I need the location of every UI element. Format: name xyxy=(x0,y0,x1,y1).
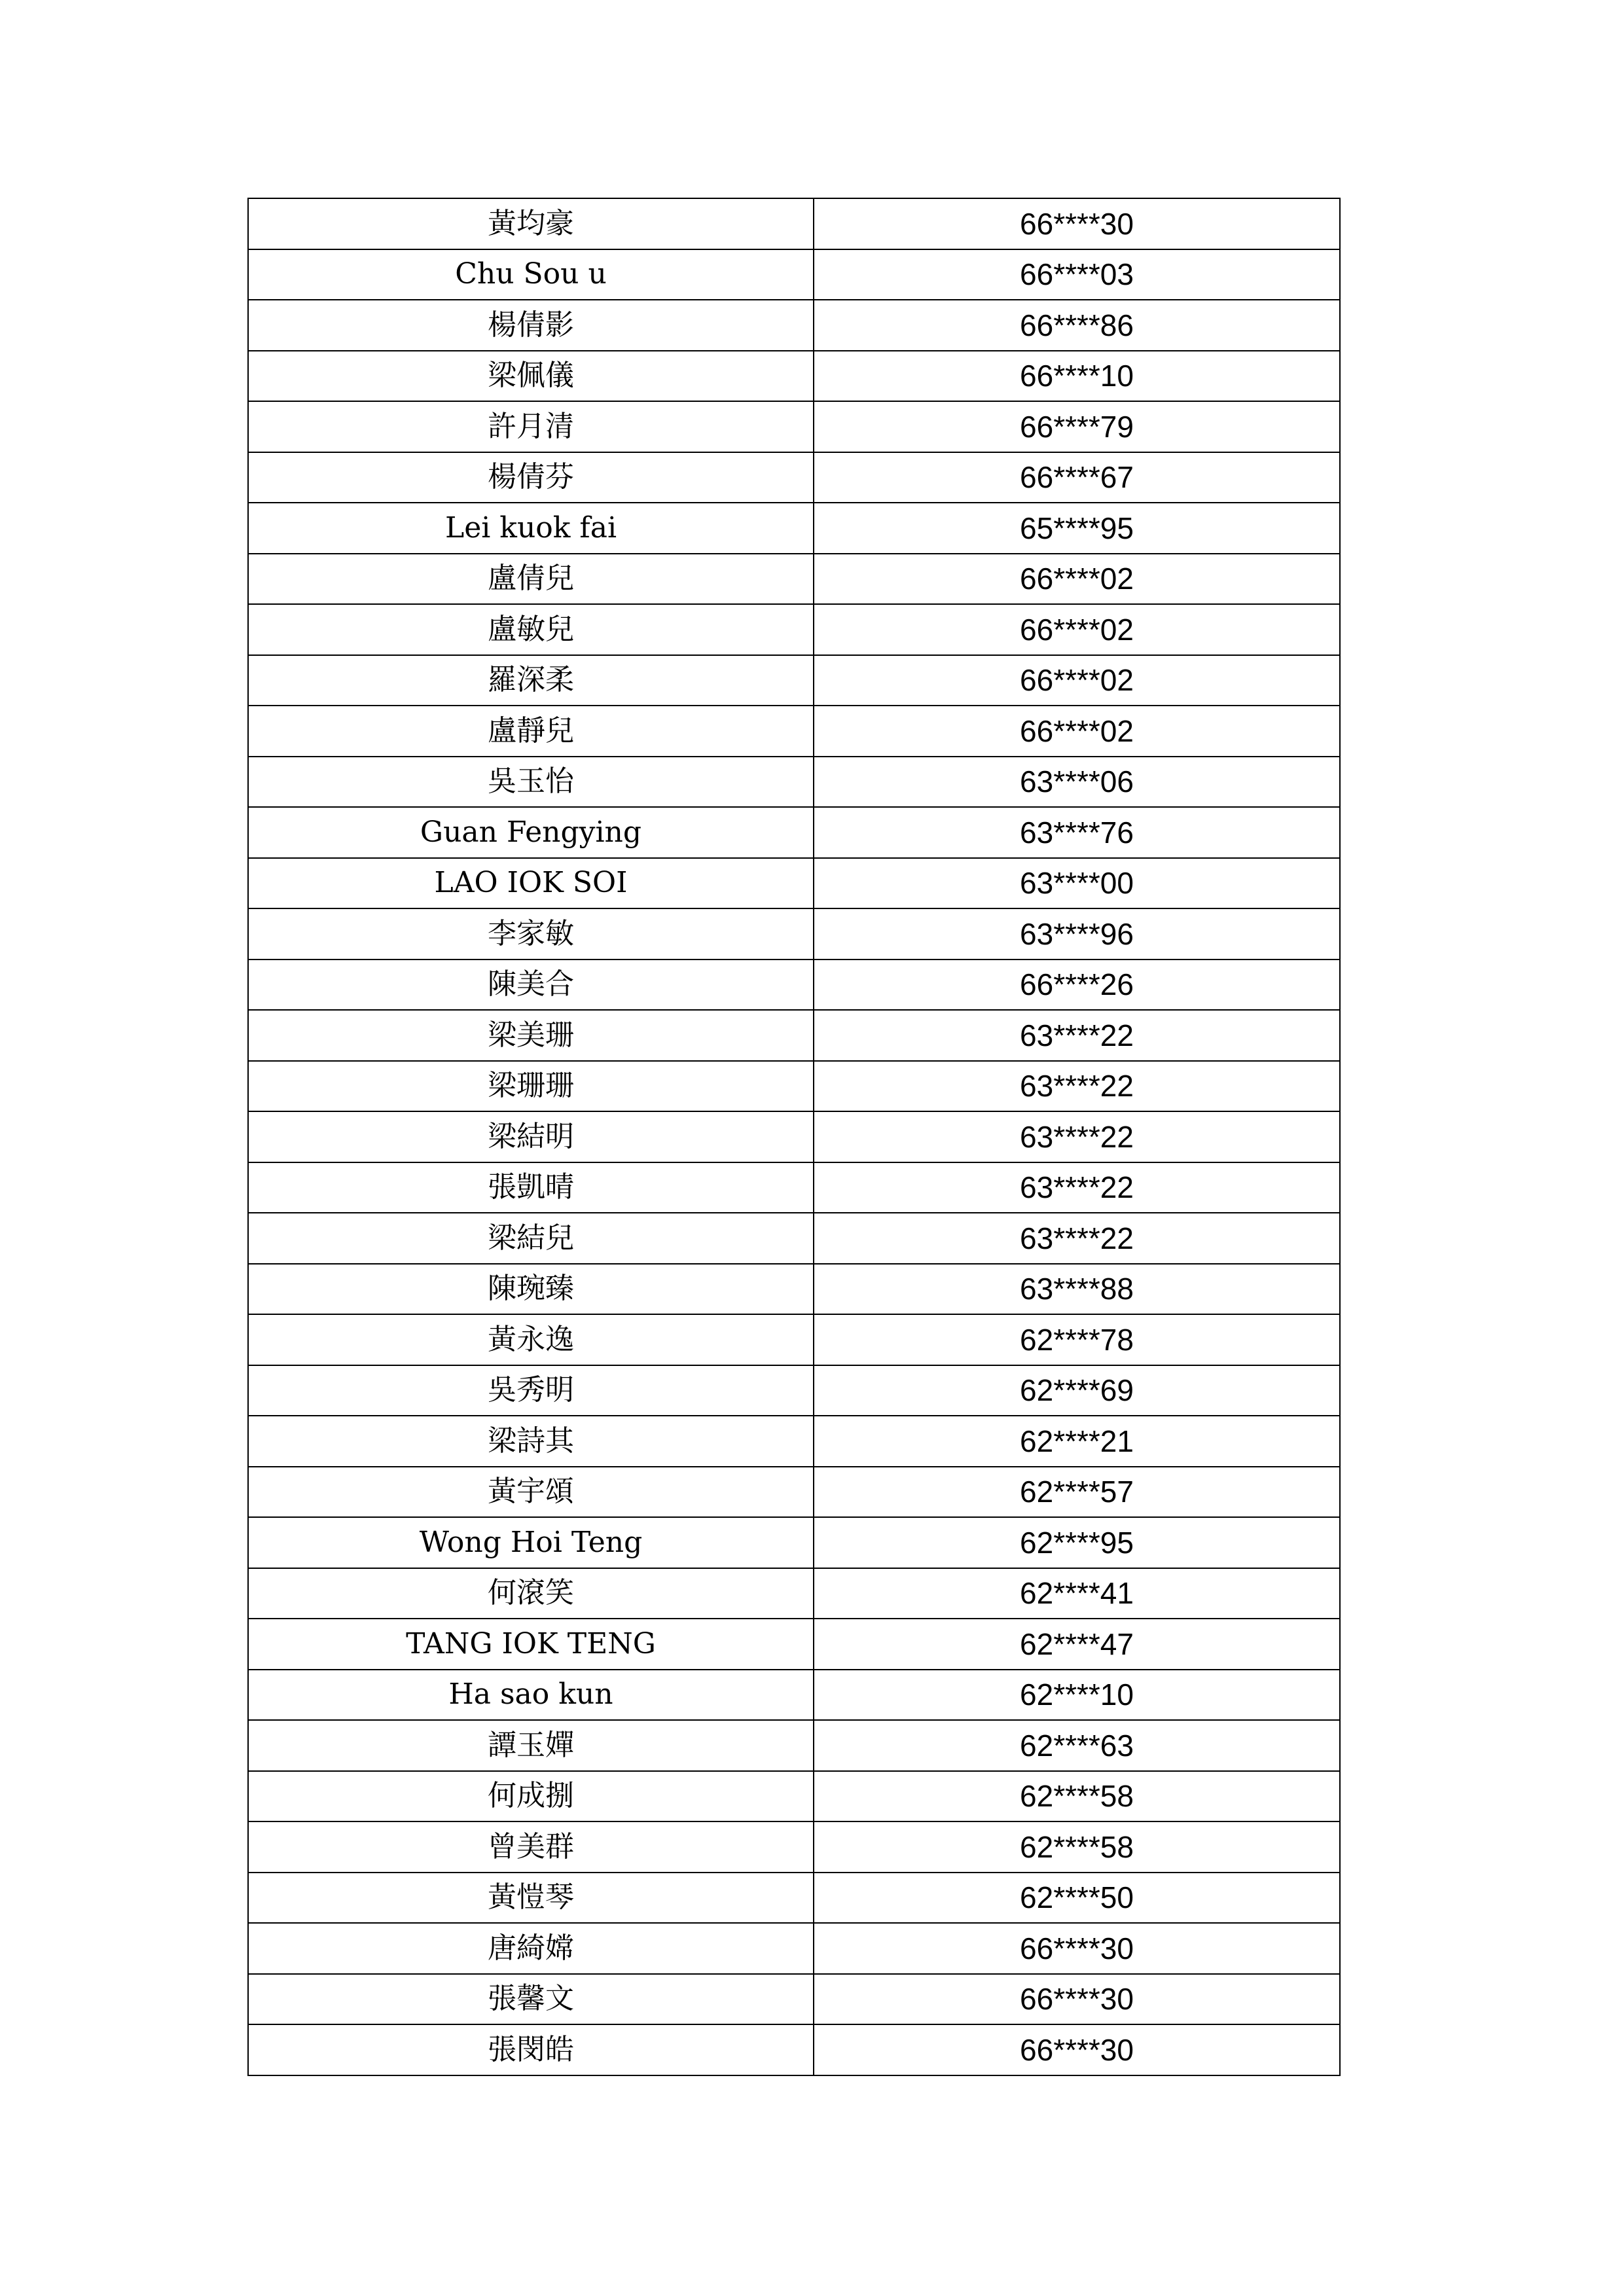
name-cell: TANG IOK TENG xyxy=(248,1619,814,1670)
table-row xyxy=(248,1365,1340,1416)
name-cell: 盧倩兒 xyxy=(248,554,814,605)
table-row xyxy=(248,1314,1340,1365)
table-row xyxy=(248,300,1340,351)
name-cell: 梁詩其 xyxy=(248,1416,814,1467)
phone-cell: 62****58 xyxy=(814,1771,1340,1822)
name-cell: 譚玉嬋 xyxy=(248,1720,814,1771)
table-row xyxy=(248,1771,1340,1822)
table-row xyxy=(248,1213,1340,1264)
name-cell: 李家敏 xyxy=(248,908,814,960)
table-row xyxy=(248,452,1340,503)
phone-cell: 63****96 xyxy=(814,908,1340,960)
table-row xyxy=(248,1264,1340,1315)
phone-cell: 66****79 xyxy=(814,401,1340,452)
phone-cell: 62****78 xyxy=(814,1314,1340,1365)
name-cell: 曾美群 xyxy=(248,1821,814,1873)
phone-cell: 66****02 xyxy=(814,554,1340,605)
phone-cell: 62****57 xyxy=(814,1467,1340,1518)
name-cell: 張凱晴 xyxy=(248,1162,814,1213)
phone-cell: 63****76 xyxy=(814,807,1340,858)
table-row xyxy=(248,1873,1340,1924)
table-row xyxy=(248,1619,1340,1670)
phone-cell: 62****21 xyxy=(814,1416,1340,1467)
phone-cell: 62****69 xyxy=(814,1365,1340,1416)
phone-cell: 66****03 xyxy=(814,249,1340,300)
name-cell: 何滾笑 xyxy=(248,1568,814,1619)
phone-cell: 66****30 xyxy=(814,1923,1340,1974)
name-cell: 吳秀明 xyxy=(248,1365,814,1416)
table-row xyxy=(248,1162,1340,1213)
table-row xyxy=(248,1923,1340,1974)
table-row xyxy=(248,706,1340,757)
table-row xyxy=(248,1670,1340,1721)
table-row xyxy=(248,351,1340,402)
phone-cell: 66****30 xyxy=(814,198,1340,249)
name-cell: Wong Hoi Teng xyxy=(248,1517,814,1568)
phone-cell: 63****88 xyxy=(814,1264,1340,1315)
phone-cell: 63****06 xyxy=(814,757,1340,808)
table-row xyxy=(248,1974,1340,2025)
phone-cell: 62****50 xyxy=(814,1873,1340,1924)
table-row xyxy=(248,1568,1340,1619)
table-row xyxy=(248,655,1340,706)
name-cell: 楊倩影 xyxy=(248,300,814,351)
table-row xyxy=(248,1111,1340,1162)
name-cell: 陳美合 xyxy=(248,960,814,1011)
name-cell: Lei kuok fai xyxy=(248,503,814,554)
table-row xyxy=(248,1061,1340,1112)
phone-cell: 63****22 xyxy=(814,1111,1340,1162)
phone-cell: 66****30 xyxy=(814,1974,1340,2025)
name-cell: 黃永逸 xyxy=(248,1314,814,1365)
name-cell: 梁美珊 xyxy=(248,1010,814,1061)
phone-cell: 66****02 xyxy=(814,706,1340,757)
table-row xyxy=(248,401,1340,452)
name-cell: 吳玉怡 xyxy=(248,757,814,808)
name-cell: 梁佩儀 xyxy=(248,351,814,402)
table-row xyxy=(248,960,1340,1011)
table-row xyxy=(248,1517,1340,1568)
name-cell: 張閔皓 xyxy=(248,2024,814,2075)
name-cell: Chu Sou u xyxy=(248,249,814,300)
name-cell: 羅深柔 xyxy=(248,655,814,706)
name-cell: 陳琬臻 xyxy=(248,1264,814,1315)
name-phone-table xyxy=(247,198,1341,2076)
phone-cell: 62****10 xyxy=(814,1670,1340,1721)
phone-cell: 66****86 xyxy=(814,300,1340,351)
name-cell: 何成捌 xyxy=(248,1771,814,1822)
name-cell: 盧敏兒 xyxy=(248,604,814,655)
phone-cell: 62****47 xyxy=(814,1619,1340,1670)
phone-cell: 62****63 xyxy=(814,1720,1340,1771)
name-cell: 梁結兒 xyxy=(248,1213,814,1264)
phone-cell: 66****10 xyxy=(814,351,1340,402)
phone-cell: 63****00 xyxy=(814,858,1340,909)
phone-cell: 66****30 xyxy=(814,2024,1340,2075)
phone-cell: 63****22 xyxy=(814,1213,1340,1264)
name-cell: Ha sao kun xyxy=(248,1670,814,1721)
name-cell: LAO IOK SOI xyxy=(248,858,814,909)
phone-cell: 66****26 xyxy=(814,960,1340,1011)
table-row xyxy=(248,2024,1340,2075)
phone-cell: 62****41 xyxy=(814,1568,1340,1619)
table-row xyxy=(248,858,1340,909)
table-row xyxy=(248,554,1340,605)
name-cell: 盧靜兒 xyxy=(248,706,814,757)
name-cell: 梁結明 xyxy=(248,1111,814,1162)
table-row xyxy=(248,198,1340,249)
name-cell: 張馨文 xyxy=(248,1974,814,2025)
phone-cell: 63****22 xyxy=(814,1010,1340,1061)
table-body xyxy=(248,198,1340,2075)
table-row xyxy=(248,1010,1340,1061)
name-cell: Guan Fengying xyxy=(248,807,814,858)
table-row xyxy=(248,1467,1340,1518)
phone-cell: 66****02 xyxy=(814,604,1340,655)
name-cell: 楊倩芬 xyxy=(248,452,814,503)
name-cell: 黃愷琴 xyxy=(248,1873,814,1924)
table-row xyxy=(248,1720,1340,1771)
phone-cell: 63****22 xyxy=(814,1061,1340,1112)
name-cell: 唐綺嫦 xyxy=(248,1923,814,1974)
table-row xyxy=(248,1416,1340,1467)
table-row xyxy=(248,503,1340,554)
phone-cell: 65****95 xyxy=(814,503,1340,554)
phone-cell: 63****22 xyxy=(814,1162,1340,1213)
table-row xyxy=(248,604,1340,655)
table-row xyxy=(248,249,1340,300)
table-row xyxy=(248,908,1340,960)
phone-cell: 66****67 xyxy=(814,452,1340,503)
name-cell: 黃宇頌 xyxy=(248,1467,814,1518)
phone-cell: 62****95 xyxy=(814,1517,1340,1568)
table-row xyxy=(248,1821,1340,1873)
table-row xyxy=(248,757,1340,808)
phone-cell: 66****02 xyxy=(814,655,1340,706)
phone-cell: 62****58 xyxy=(814,1821,1340,1873)
name-cell: 梁珊珊 xyxy=(248,1061,814,1112)
name-cell: 黃均豪 xyxy=(248,198,814,249)
table-row xyxy=(248,807,1340,858)
name-cell: 許月清 xyxy=(248,401,814,452)
